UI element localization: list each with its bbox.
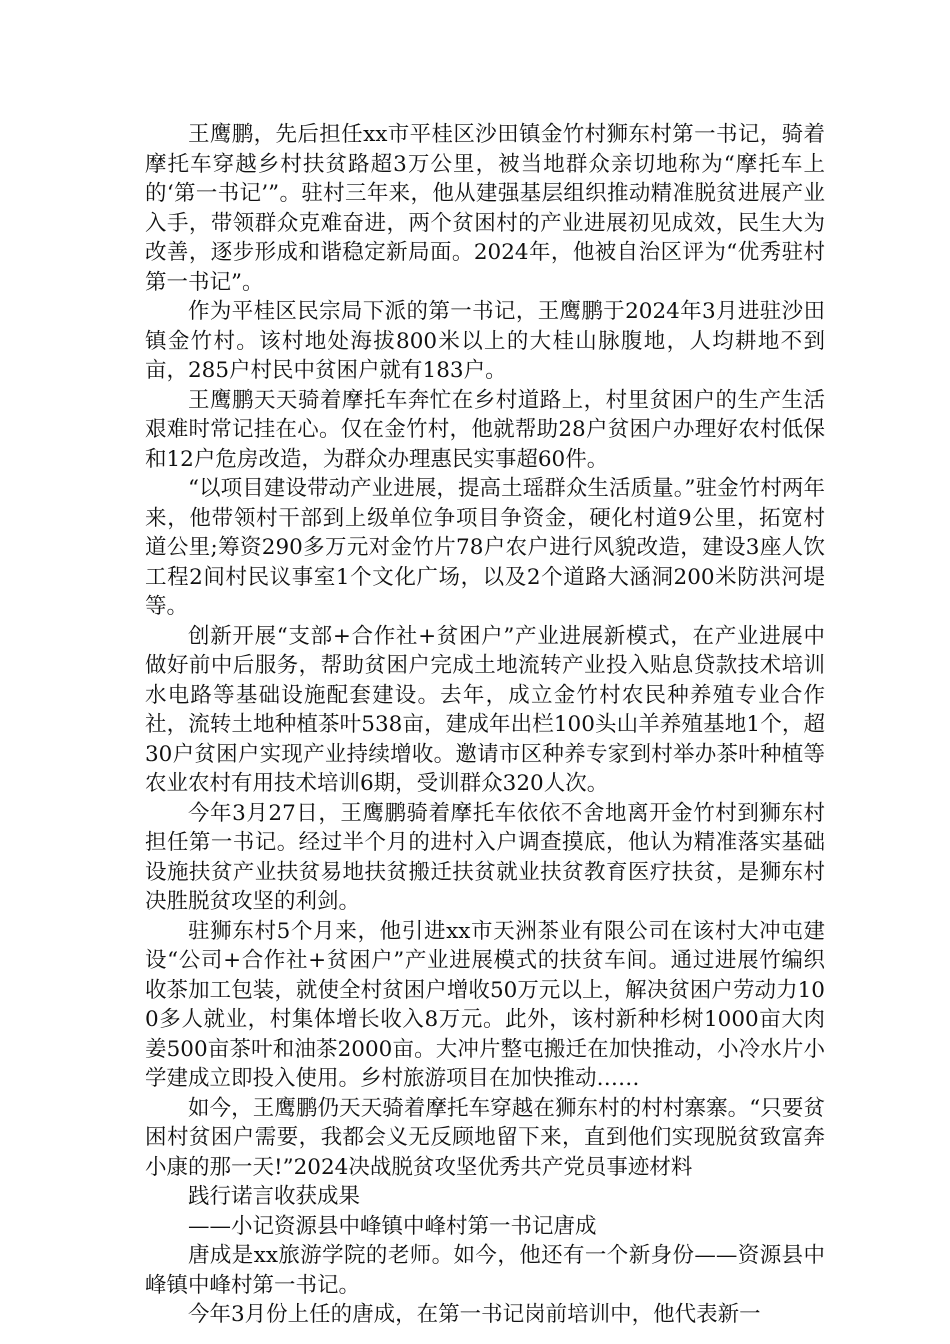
paragraph: 今年3月27日，王鹰鹏骑着摩托车依依不舍地离开金竹村到狮东村担任第一书记。经过半个月的进村入户调查摸底，他认为精准落实基础设施扶贫产业扶贫易地扶贫搬迁扶贫就业扶贫教育医疗扶贫，是狮东村决胜脱贫攻坚的利剑。 [145,800,825,914]
paragraph: 唐成是xx旅游学院的老师。如今，他还有一个新身份——资源县中峰镇中峰村第一书记。 [145,1243,825,1298]
paragraph: 王鹰鹏，先后担任xx市平桂区沙田镇金竹村狮东村第一书记，骑着摩托车穿越乡村扶贫路超3万公里，被当地群众亲切地称为“摩托车上的‘第一书记’”。驻村三年来，他从建强基层组织推动精准脱贫进展产业入手，带领群众克难奋进，两个贫困村的产业进展初见成效，民生大为改善，逐步形成和谐稳定新局面。2024年，他被自治区评为“优秀驻村第一书记”。 [145,122,825,295]
paragraph: “以项目建设带动产业进展，提高土瑶群众生活质量。”驻金竹村两年来，他带领村干部到上级单位争项目争资金，硬化村道9公里，拓宽村道公里;筹资290多万元对金竹片78户农户进行风貌改造，建设3座人饮工程2间村民议事室1个文化广场，以及2个道路大涵洞200米防洪河堤等。 [145,476,825,619]
document-body [145,120,825,1330]
paragraph: 王鹰鹏天天骑着摩托车奔忙在乡村道路上，村里贫困户的生产生活艰难时常记挂在心。仅在金竹村，他就帮助28户贫困户办理好农村低保和12户危房改造，为群众办理惠民实事超60件。 [145,387,825,472]
paragraph: 如今，王鹰鹏仍天天骑着摩托车穿越在狮东村的村村寨寨。“只要贫困村贫困户需要，我都会义无反顾地留下来，直到他们实现脱贫致富奔小康的那一天!”2024决战脱贫攻坚优秀共产党员事迹材料 [145,1095,825,1180]
paragraph: 创新开展“支部+合作社+贫困户”产业进展新模式，在产业进展中做好前中后服务，帮助贫困户完成土地流转产业投入贴息贷款技术培训水电路等基础设施配套建设。去年，成立金竹村农民种养殖专业合作社，流转土地种植茶叶538亩，建成年出栏100头山羊养殖基地1个，超30户贫困户实现产业持续增收。邀请市区种养专家到村举办茶叶种植等农业农村有用技术培训6期，受训群众320人次。 [145,623,825,796]
section-subtitle: ——小记资源县中峰镇中峰村第一书记唐成 [188,1213,597,1239]
paragraph: 今年3月份上任的唐成，在第一书记岗前培训中，他代表新一 [188,1302,761,1327]
section-title: 践行诺言收获成果 [188,1184,361,1209]
paragraph: 驻狮东村5个月来，他引进xx市天洲茶业有限公司在该村大冲屯建设“公司+合作社+贫困户”产业进展模式的扶贫车间。通过进展竹编织收茶加工包装，就使全村贫困户增收50万元以上，解决贫困户劳动力100多人就业，村集体增长收入8万元。此外，该村新种杉树1000亩大肉姜500亩茶叶和油茶2000亩。大冲片整屯搬迁在加快推动，小冷水片小学建成立即投入使用。乡村旅游项目在加快推动…… [145,918,825,1091]
paragraph: 作为平桂区民宗局下派的第一书记，王鹰鹏于2024年3月进驻沙田镇金竹村。该村地处海拔800米以上的大桂山脉腹地，人均耕地不到亩，285户村民中贫困户就有183户。 [145,299,825,383]
